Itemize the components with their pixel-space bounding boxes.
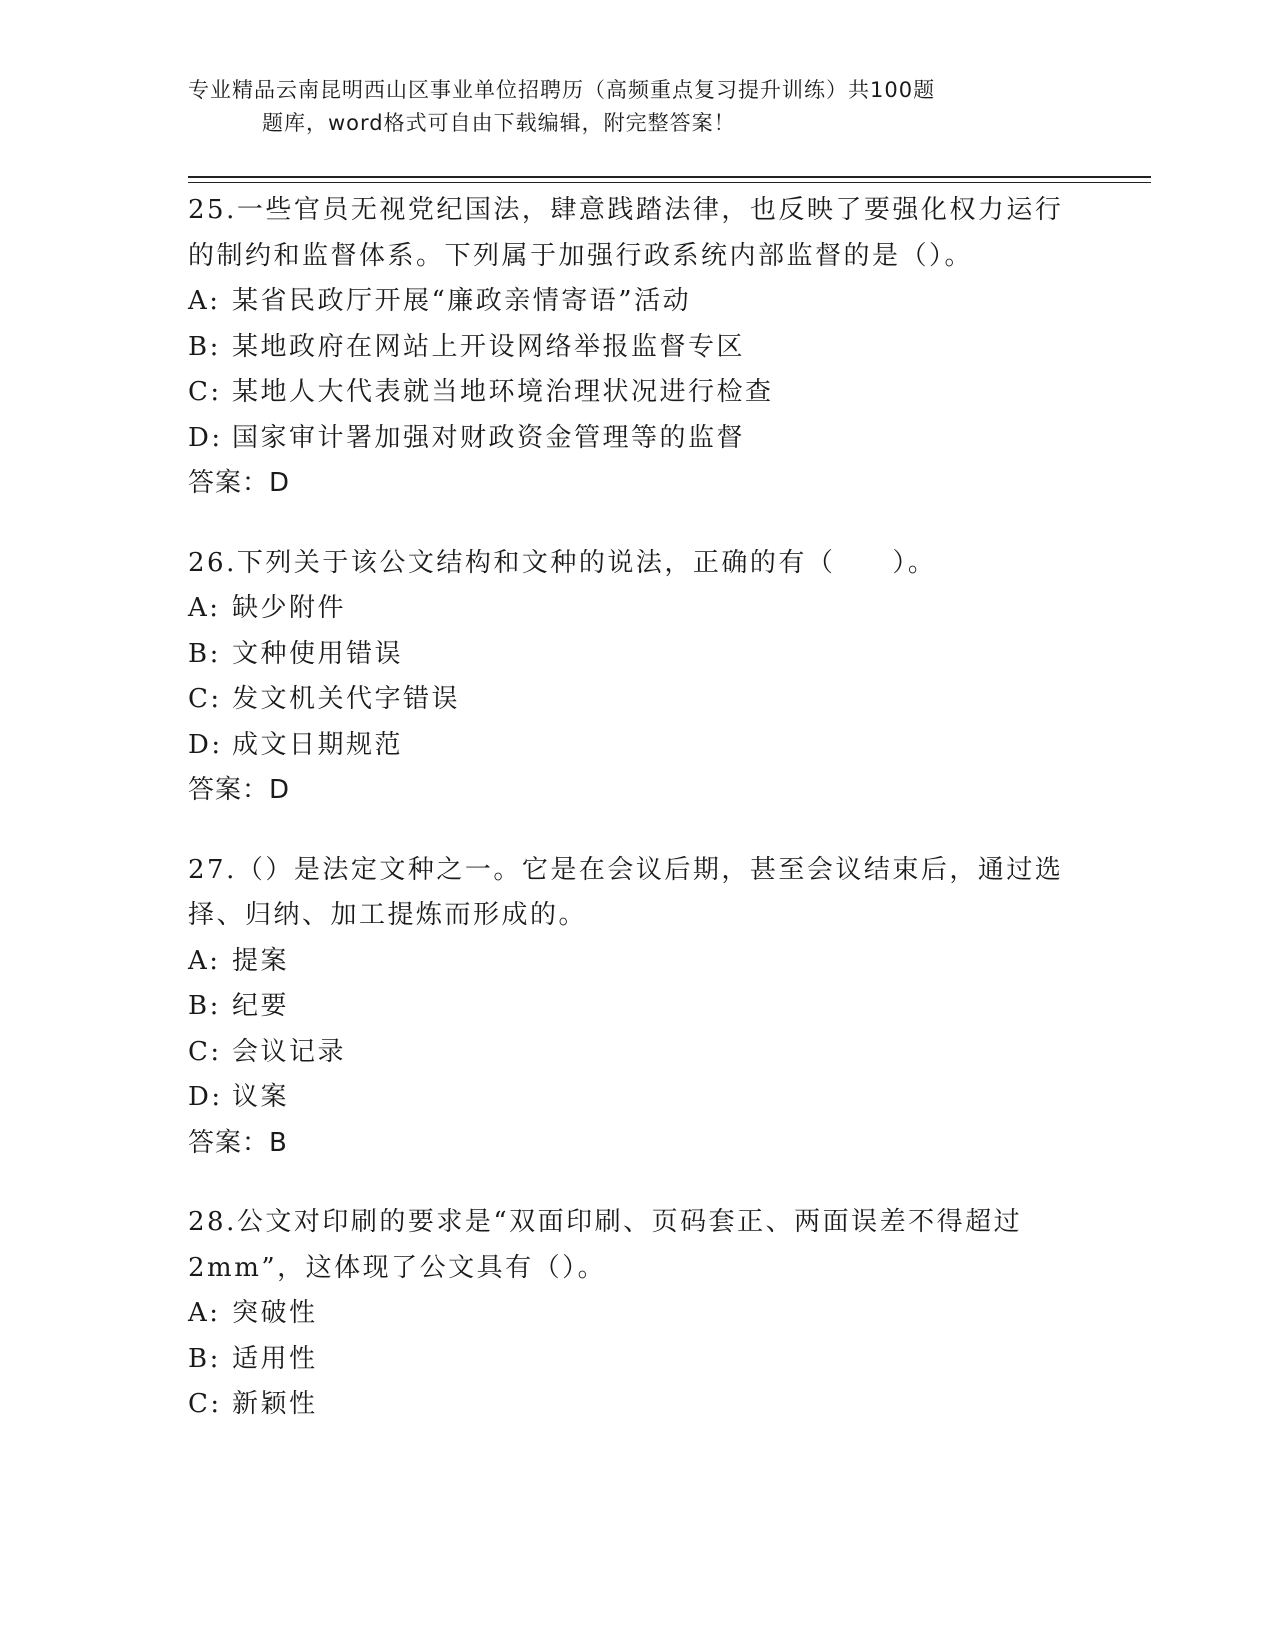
- option-a: [188, 1291, 1088, 1337]
- option-b: [188, 1337, 1088, 1383]
- option-d: [188, 416, 1088, 462]
- option-letter: C:: [188, 684, 222, 714]
- option-d: [188, 1075, 1088, 1121]
- option-b: [188, 984, 1088, 1030]
- option-letter: A:: [188, 593, 221, 623]
- option-letter: D:: [188, 422, 223, 453]
- option-letter: C:: [188, 1389, 222, 1419]
- header-title-line2: 题库，word格式可自由下载编辑，附完整答案！: [262, 111, 736, 135]
- option-letter: C:: [188, 377, 222, 407]
- option-d: [188, 723, 1088, 769]
- question-27: [188, 848, 1088, 1167]
- option-letter: C:: [188, 1036, 222, 1067]
- option-text: 议案: [232, 1082, 290, 1112]
- document-header: [188, 74, 1068, 140]
- option-letter: A:: [188, 1298, 221, 1328]
- answer-line: 答案：D: [188, 775, 291, 805]
- question-25: [188, 188, 1088, 507]
- question-stem: 27.（）是法定文种之一。它是在会议后期，甚至会议结束后，通过选择、归纳、加工提炼而形成的。: [188, 854, 1064, 930]
- option-letter: A:: [188, 945, 221, 976]
- header-title-line1: 专业精品云南昆明西山区事业单位招聘历（高频重点复习提升训练）共100题: [188, 78, 936, 102]
- option-text: 提案: [232, 945, 290, 976]
- option-text: 会议记录: [232, 1036, 347, 1067]
- answer-line: 答案：B: [188, 1127, 288, 1158]
- answer-line: 答案：D: [188, 468, 291, 498]
- option-text: 某省民政厅开展“廉政亲情寄语”活动: [232, 286, 692, 316]
- question-list: [188, 188, 1088, 1462]
- option-letter: D:: [188, 729, 223, 760]
- question-26: [188, 541, 1088, 814]
- option-text: 新颖性: [232, 1389, 318, 1419]
- option-letter: B:: [188, 638, 221, 669]
- question-stem: 26.下列关于该公文结构和文种的说法，正确的有（ ）。: [188, 547, 937, 578]
- option-text: 成文日期规范: [232, 729, 404, 760]
- option-letter: D:: [188, 1082, 223, 1112]
- question-stem: 28.公文对印刷的要求是“双面印刷、页码套正、两面误差不得超过2mm”，这体现了公文具有（）。: [188, 1207, 1023, 1283]
- header-divider-thick: [188, 176, 1151, 178]
- option-c: [188, 1030, 1088, 1076]
- option-text: 文种使用错误: [232, 638, 404, 669]
- option-b: [188, 632, 1088, 678]
- option-a: [188, 939, 1088, 985]
- option-text: 某地政府在网站上开设网络举报监督专区: [232, 331, 746, 362]
- question-stem: 25.一些官员无视党纪国法，肆意践踏法律，也反映了要强化权力运行的制约和监督体系。下列属于加强行政系统内部监督的是（）。: [188, 195, 1064, 271]
- option-letter: B:: [188, 1343, 221, 1374]
- option-letter: A:: [188, 286, 221, 316]
- option-text: 国家审计署加强对财政资金管理等的监督: [232, 422, 746, 453]
- option-c: [188, 677, 1088, 723]
- option-text: 缺少附件: [232, 593, 347, 623]
- option-letter: B:: [188, 331, 221, 362]
- option-text: 某地人大代表就当地环境治理状况进行检查: [232, 377, 774, 407]
- option-text: 纪要: [232, 991, 290, 1021]
- option-b: [188, 325, 1088, 371]
- option-letter: B:: [188, 991, 221, 1021]
- option-c: [188, 370, 1088, 416]
- header-divider-thin: [188, 182, 1151, 183]
- option-text: 适用性: [232, 1343, 318, 1374]
- option-a: [188, 279, 1088, 325]
- option-text: 发文机关代字错误: [232, 684, 461, 714]
- option-text: 突破性: [232, 1298, 318, 1328]
- option-c: [188, 1382, 1088, 1428]
- option-a: [188, 586, 1088, 632]
- question-28: [188, 1200, 1088, 1428]
